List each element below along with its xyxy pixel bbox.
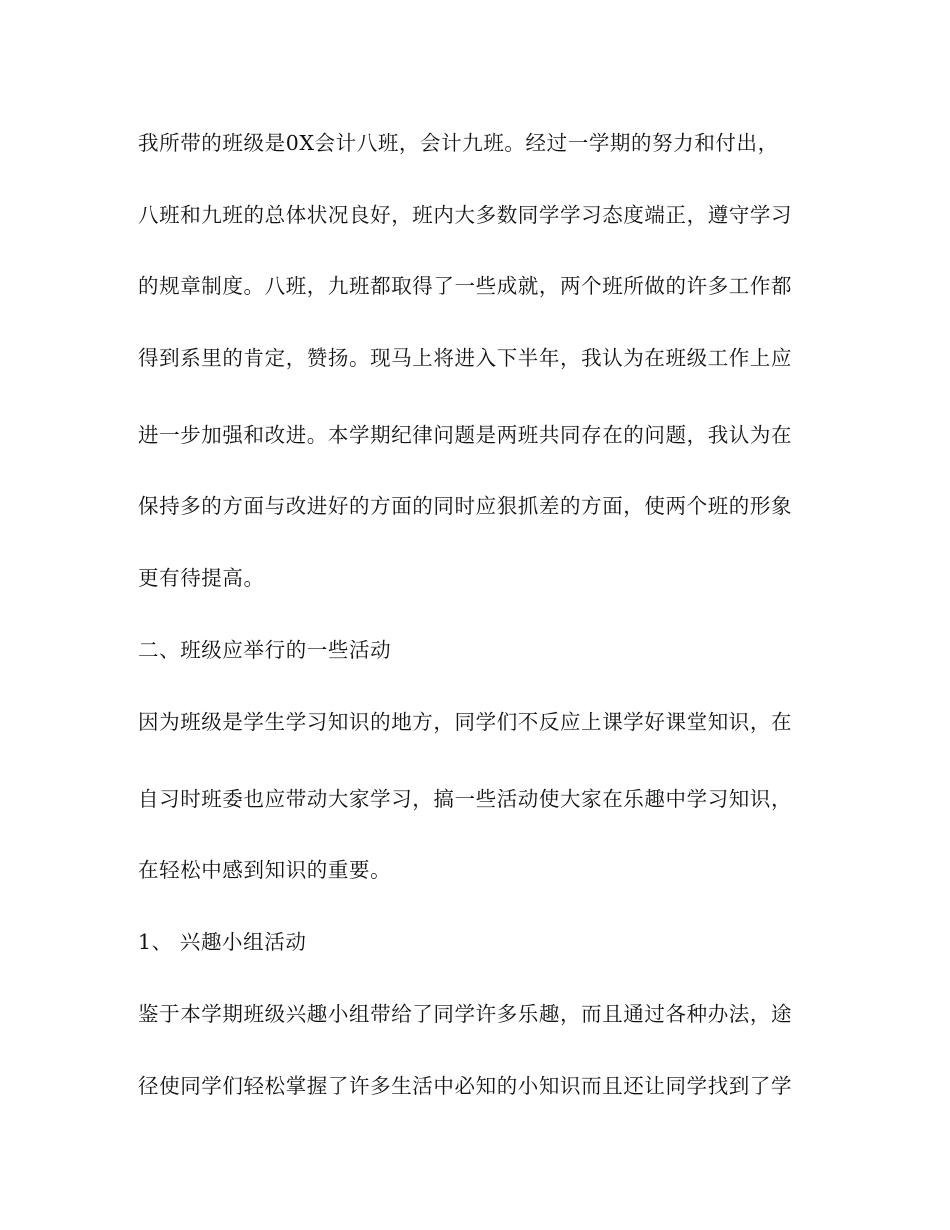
paragraph-line: 得到系里的肯定，赞扬。现马上将进入下半年，我认为在班级工作上应 (138, 346, 793, 370)
paragraph-line: 保持多的方面与改进好的方面的同时应狠抓差的方面，使两个班的形象 (138, 494, 793, 518)
subsection-heading: 1、 兴趣小组活动 (138, 930, 307, 954)
paragraph-line: 的规章制度。八班，九班都取得了一些成就，两个班所做的许多工作都 (138, 274, 793, 298)
paragraph-line: 八班和九班的总体状况良好，班内大多数同学学习态度端正，遵守学习 (138, 203, 793, 227)
paragraph-line: 我所带的班级是0X会计八班，会计九班。经过一学期的努力和付出， (138, 131, 779, 155)
paragraph-line: 径使同学们轻松掌握了许多生活中必知的小知识而且还让同学找到了学 (138, 1074, 793, 1098)
paragraph-line: 更有待提高。 (138, 566, 265, 590)
paragraph-line: 进一步加强和改进。本学期纪律问题是两班共同存在的问题，我认为在 (138, 423, 793, 447)
paragraph-line: 自习时班委也应带动大家学习，搞一些活动使大家在乐趣中学习知识， (138, 787, 793, 811)
section-heading: 二、班级应举行的一些活动 (138, 638, 392, 662)
paragraph-line: 因为班级是学生学习知识的地方，同学们不反应上课学好课堂知识，在 (138, 710, 793, 734)
paragraph-line: 在轻松中感到知识的重要。 (138, 858, 392, 882)
paragraph-line: 鉴于本学期班级兴趣小组带给了同学许多乐趣，而且通过各种办法，途 (138, 1002, 793, 1026)
